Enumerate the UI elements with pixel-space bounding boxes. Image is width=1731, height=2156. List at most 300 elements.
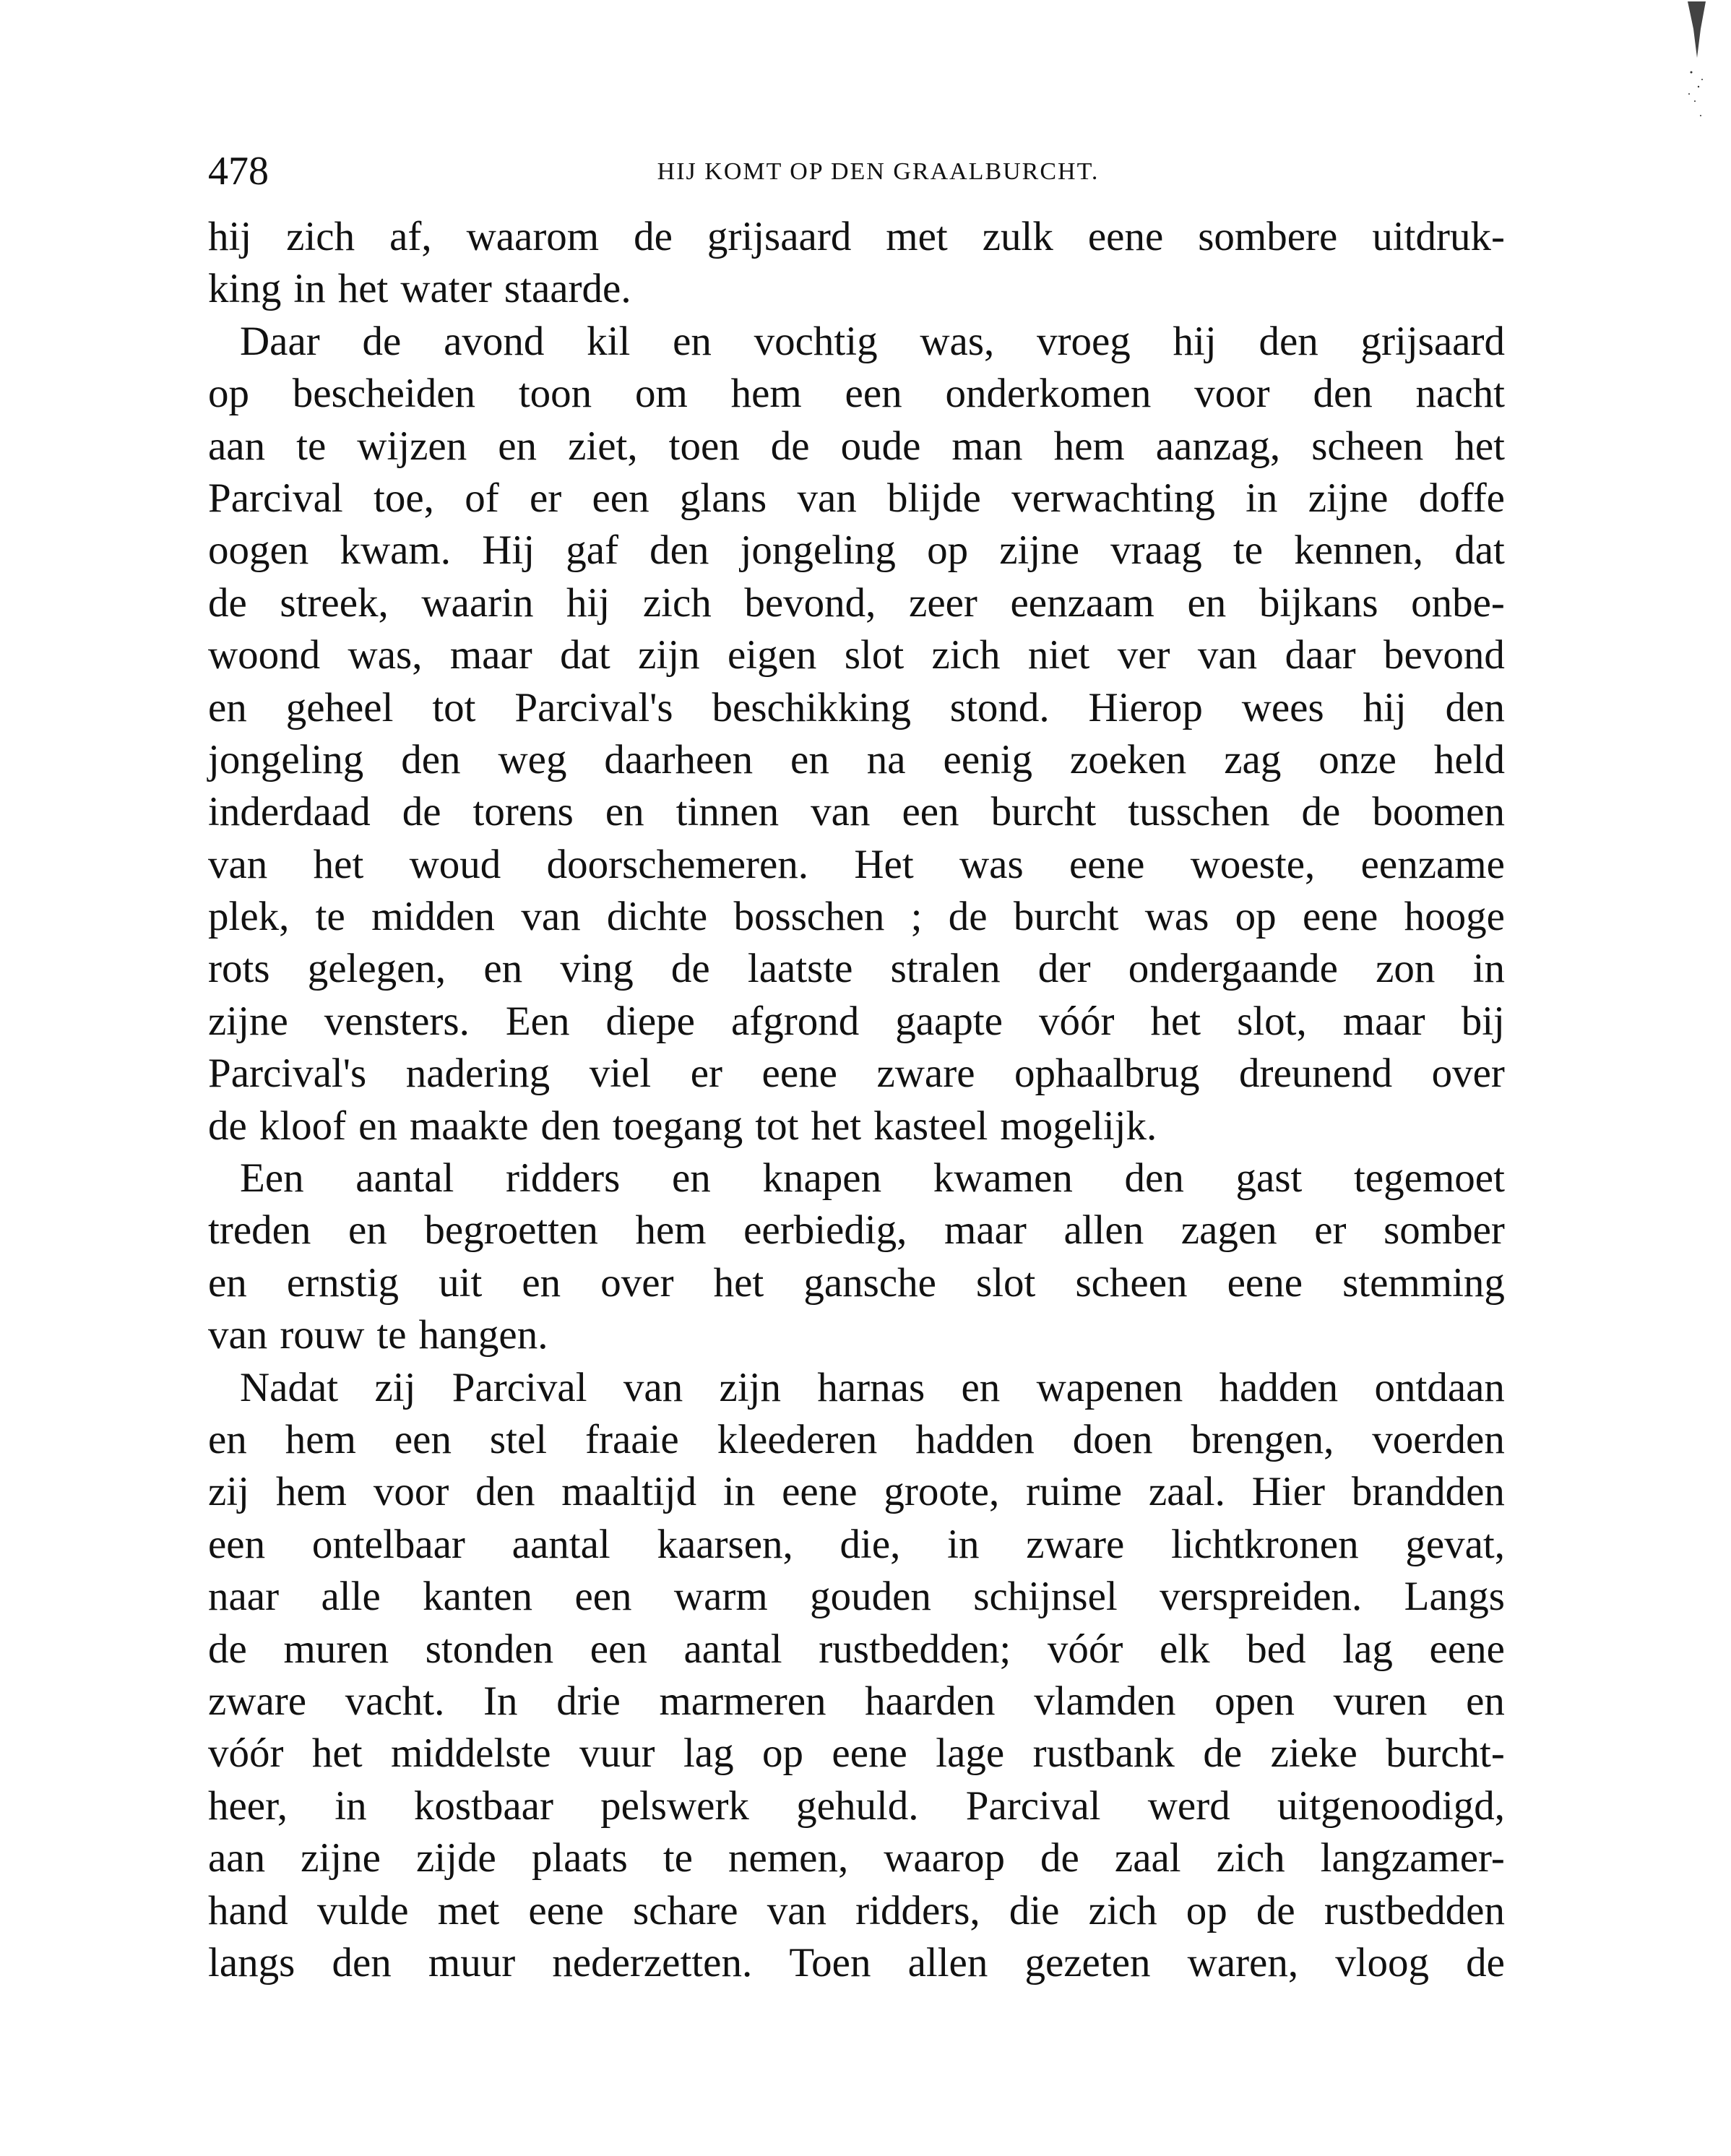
word: eene	[761, 1051, 837, 1097]
word: de	[208, 1103, 247, 1149]
word: uitdruk-	[1372, 214, 1505, 259]
word: en	[673, 318, 712, 364]
word: te	[376, 1312, 407, 1358]
word: toegang	[612, 1103, 743, 1149]
word: wijzen	[357, 423, 467, 469]
word: tot	[432, 684, 476, 730]
word: hij	[1173, 318, 1217, 364]
word: geheel	[285, 684, 394, 730]
text-line	[208, 1204, 1505, 1256]
word: pelswerk	[600, 1782, 749, 1829]
word: zijne	[208, 998, 288, 1044]
word: maar	[1342, 998, 1425, 1044]
text-line	[208, 368, 1505, 420]
word: was	[959, 841, 1024, 887]
word: harnas	[817, 1364, 925, 1410]
word: eenig	[943, 736, 1032, 782]
word: plek,	[208, 894, 290, 940]
word: op	[762, 1730, 803, 1777]
word: en	[1466, 1678, 1505, 1724]
text-line	[208, 786, 1505, 838]
word: was,	[920, 318, 995, 364]
word: het	[811, 1103, 862, 1149]
word: zich	[931, 632, 1001, 678]
text-line	[208, 1676, 1505, 1728]
word: gevat,	[1405, 1521, 1505, 1567]
word: somber	[1383, 1207, 1505, 1254]
word: vochtig	[754, 318, 878, 364]
word: Langs	[1404, 1574, 1505, 1620]
word: voor	[1194, 371, 1270, 417]
word: werd	[1147, 1782, 1230, 1829]
word: over	[1431, 1051, 1505, 1097]
word: hooge	[1404, 894, 1505, 940]
word: over	[600, 1259, 674, 1306]
word: waarin	[421, 579, 534, 626]
word: Nadat	[240, 1364, 339, 1410]
word: de	[1466, 1939, 1505, 1985]
word: hem	[635, 1207, 707, 1254]
word: aantal	[683, 1626, 782, 1672]
word: Toen	[789, 1939, 871, 1985]
word: de	[670, 946, 710, 992]
word: een	[592, 475, 649, 521]
word: eigen	[728, 632, 817, 678]
word: maakte	[409, 1103, 529, 1149]
word: zij	[374, 1364, 416, 1410]
word: nadering	[405, 1051, 551, 1097]
word: lag	[1342, 1626, 1393, 1672]
word: Hierop	[1088, 684, 1203, 730]
word: den	[540, 1103, 600, 1149]
word: en	[358, 1103, 397, 1149]
word: de	[1203, 1730, 1243, 1777]
word: de	[208, 579, 247, 626]
word: die,	[839, 1521, 901, 1567]
word: in	[722, 1469, 756, 1515]
word: en	[348, 1207, 387, 1254]
word: stralen	[890, 946, 1001, 992]
text-line	[208, 263, 1505, 315]
word: rouw	[280, 1312, 365, 1358]
word: kasteel	[873, 1103, 988, 1149]
text-line	[208, 682, 1505, 734]
word: burcht	[1013, 894, 1119, 940]
word: scheen	[1075, 1259, 1188, 1306]
text-line	[208, 1624, 1505, 1676]
word: daarheen	[604, 736, 754, 782]
word: avond	[444, 318, 545, 364]
page-number: 478	[208, 149, 269, 194]
word: in	[1246, 475, 1278, 521]
word: hij	[566, 579, 610, 626]
text-line	[208, 1832, 1505, 1884]
word: vroeg	[1037, 318, 1131, 364]
word: slot	[976, 1259, 1036, 1306]
word: zoeken	[1069, 736, 1187, 782]
word: open	[1214, 1678, 1295, 1724]
word: maaltijd	[561, 1469, 697, 1515]
word: doorschemeren.	[546, 841, 809, 887]
word: groote,	[884, 1469, 1000, 1515]
word: verspreiden.	[1160, 1574, 1363, 1620]
word: gansche	[803, 1259, 936, 1306]
word: zijn	[638, 632, 700, 678]
word: Een	[240, 1155, 304, 1202]
word: gaf	[566, 527, 618, 574]
word: op	[1186, 1887, 1227, 1933]
word: na	[866, 736, 906, 782]
word: was,	[348, 632, 423, 678]
word: streek,	[280, 579, 389, 626]
word: grijsaard	[707, 214, 852, 259]
word: elk	[1159, 1626, 1210, 1672]
word: stond.	[949, 684, 1050, 730]
word: de	[948, 894, 988, 940]
text-line	[208, 525, 1505, 577]
word: mogelijk.	[1000, 1103, 1157, 1149]
word: de	[402, 789, 441, 835]
word: aantal	[355, 1155, 454, 1202]
word: staarde.	[504, 266, 631, 312]
word: alle	[321, 1574, 381, 1620]
word: aan	[208, 423, 266, 469]
word: zij	[208, 1469, 249, 1515]
word: zich	[642, 579, 712, 626]
word: doffe	[1418, 475, 1505, 521]
word: held	[1433, 736, 1505, 782]
word: zware	[208, 1678, 307, 1724]
word: toen	[668, 423, 740, 469]
word: nacht	[1415, 371, 1505, 417]
word: de	[770, 423, 810, 469]
word: zieke	[1270, 1730, 1357, 1777]
word: jongeling	[740, 527, 896, 574]
word: daar	[1285, 632, 1356, 678]
word: van	[208, 841, 268, 887]
word: die	[1009, 1887, 1060, 1933]
word: wapenen	[1036, 1364, 1183, 1410]
word: onbe-	[1411, 579, 1505, 626]
word: ving	[560, 946, 634, 992]
word: plaats	[531, 1835, 628, 1881]
word: op	[1235, 894, 1277, 940]
word: het	[313, 841, 364, 887]
word: hij	[1363, 684, 1407, 730]
word: kwamen	[933, 1155, 1073, 1202]
text-line	[208, 1257, 1505, 1309]
word: het	[337, 266, 389, 312]
word: stemming	[1342, 1259, 1505, 1306]
word: de	[208, 1626, 247, 1672]
word: schijnsel	[973, 1574, 1118, 1620]
word: maar	[449, 632, 532, 678]
word: aan	[208, 1835, 266, 1881]
scan-margin-artifact	[1673, 0, 1717, 145]
word: vensters.	[324, 998, 470, 1044]
word: het	[1150, 998, 1201, 1044]
word: den	[332, 1939, 392, 1985]
word: of	[465, 475, 499, 521]
word: muur	[428, 1939, 516, 1985]
word: allen	[907, 1939, 988, 1985]
word: eene	[782, 1469, 858, 1515]
word: bevond,	[744, 579, 876, 626]
word: en	[208, 684, 247, 730]
word: af,	[389, 214, 432, 259]
word: kaarsen,	[657, 1521, 793, 1567]
word: vraag	[1110, 527, 1202, 574]
word: een	[574, 1574, 632, 1620]
word: woeste,	[1190, 841, 1316, 887]
text-line	[208, 891, 1505, 943]
word: ophaalbrug	[1014, 1051, 1200, 1097]
word: ver	[1117, 632, 1170, 678]
word: hangen.	[418, 1312, 548, 1358]
word: weg	[498, 736, 567, 782]
word: hem	[285, 1416, 356, 1462]
word: dichte	[606, 894, 708, 940]
text-line	[208, 996, 1505, 1048]
word: een	[845, 371, 902, 417]
word: blijde	[887, 475, 981, 521]
word: gelegen,	[307, 946, 446, 992]
text-line	[208, 1466, 1505, 1518]
word: haarden	[865, 1678, 996, 1724]
word: burcht-	[1386, 1730, 1505, 1777]
word: eene	[528, 1887, 604, 1933]
word: Parcival	[965, 1782, 1101, 1829]
word: lag	[683, 1730, 734, 1777]
word: knapen	[762, 1155, 882, 1202]
word: en	[790, 736, 829, 782]
word: verwachting	[1011, 475, 1215, 521]
word: ontdaan	[1374, 1364, 1505, 1410]
word: bed	[1246, 1626, 1306, 1672]
word: oogen	[208, 527, 309, 574]
body-text	[208, 211, 1505, 1989]
word: zeer	[909, 579, 977, 626]
word: vacht.	[345, 1678, 445, 1724]
word: zware	[1026, 1521, 1125, 1567]
word: hem	[1053, 423, 1125, 469]
page-header	[208, 148, 1505, 199]
word: de	[1040, 1835, 1079, 1881]
word: eene	[1429, 1626, 1505, 1672]
word: de	[1301, 789, 1341, 835]
word: Het	[854, 841, 914, 887]
word: ;	[910, 894, 923, 940]
word: en	[208, 1416, 247, 1462]
word: rots	[208, 946, 270, 992]
word: kil	[587, 318, 631, 364]
word: nederzetten.	[552, 1939, 753, 1985]
word: gehuld.	[796, 1782, 919, 1829]
word: wees	[1241, 684, 1324, 730]
word: den	[1124, 1155, 1184, 1202]
word: gaapte	[895, 998, 1003, 1044]
word: fraaie	[585, 1416, 679, 1462]
word: vloog	[1335, 1939, 1430, 1985]
word: den	[475, 1469, 535, 1515]
text-line	[208, 421, 1505, 473]
word: waarom	[466, 214, 600, 259]
word: den	[1445, 684, 1505, 730]
word: van	[623, 1364, 683, 1410]
word: hij	[208, 214, 252, 259]
word: vóór	[208, 1730, 284, 1777]
word: Een	[505, 998, 570, 1044]
word: inderdaad	[208, 789, 371, 835]
word: kwam.	[340, 527, 452, 574]
word: zag	[1224, 736, 1282, 782]
word: Hij	[482, 527, 535, 574]
word: nemen,	[728, 1835, 849, 1881]
word: Hier	[1251, 1469, 1325, 1515]
word: water	[400, 266, 492, 312]
text-line	[208, 1885, 1505, 1937]
word: afgrond	[730, 998, 860, 1044]
word: er	[690, 1051, 722, 1097]
word: Parcival's	[208, 1051, 367, 1097]
word: in	[334, 1782, 367, 1829]
word: van	[767, 1887, 826, 1933]
word: gezeten	[1024, 1939, 1151, 1985]
text-line	[208, 577, 1505, 629]
word: den	[649, 527, 709, 574]
word: woud	[409, 841, 501, 887]
word: hand	[208, 1887, 288, 1933]
word: met	[886, 214, 948, 259]
word: drie	[556, 1678, 621, 1724]
word: beschikking	[712, 684, 911, 730]
word: bij	[1461, 998, 1505, 1044]
word: brandden	[1351, 1469, 1505, 1515]
word: tusschen	[1128, 789, 1270, 835]
word: voor	[373, 1469, 449, 1515]
text-line	[208, 1571, 1505, 1623]
word: zaal	[1114, 1835, 1181, 1881]
word: kloof	[259, 1103, 347, 1149]
word: en	[522, 1259, 561, 1306]
word: marmeren	[659, 1678, 826, 1724]
text-line	[208, 1309, 1505, 1361]
word: slot	[844, 632, 905, 678]
word: bevond	[1383, 632, 1505, 678]
word: middelste	[390, 1730, 551, 1777]
word: dreunend	[1239, 1051, 1393, 1097]
word: aanzag,	[1155, 423, 1281, 469]
word: Parcival	[208, 475, 343, 521]
word: doen	[1072, 1416, 1153, 1462]
word: te	[662, 1835, 693, 1881]
word: den	[1259, 318, 1318, 364]
word: en	[961, 1364, 1001, 1410]
word: ondergaande	[1128, 946, 1338, 992]
word: om	[634, 371, 688, 417]
word: van	[208, 1312, 268, 1358]
word: eenzame	[1360, 841, 1505, 887]
word: ridders	[506, 1155, 621, 1202]
word: in	[293, 266, 326, 312]
word: oude	[840, 423, 921, 469]
word: stonden	[425, 1626, 554, 1672]
word: te	[315, 894, 345, 940]
word: In	[483, 1678, 518, 1724]
word: tot	[755, 1103, 799, 1149]
word: grijsaard	[1360, 318, 1505, 364]
word: bijkans	[1259, 579, 1378, 626]
text-line	[208, 629, 1505, 681]
word: burcht	[990, 789, 1097, 835]
word: zijde	[415, 1835, 496, 1881]
word: in	[1472, 946, 1505, 992]
word: er	[529, 475, 562, 521]
word: toon	[518, 371, 592, 417]
word: onderkomen	[945, 371, 1152, 417]
word: met	[437, 1887, 500, 1933]
word: het	[311, 1730, 363, 1777]
word: zich	[286, 214, 355, 259]
word: boomen	[1372, 789, 1505, 835]
text-line	[208, 211, 1505, 263]
word: kleederen	[717, 1416, 878, 1462]
word: op	[208, 371, 249, 417]
word: eene	[1069, 841, 1145, 887]
text-line	[208, 1048, 1505, 1100]
word: en	[483, 946, 523, 992]
word: een	[902, 789, 959, 835]
word: en	[672, 1155, 711, 1202]
word: langs	[208, 1939, 295, 1985]
word: dat	[560, 632, 610, 678]
word: uit	[439, 1259, 483, 1306]
word: en	[208, 1259, 247, 1306]
word: eene	[1087, 214, 1164, 259]
word: van	[521, 894, 581, 940]
word: den	[401, 736, 461, 782]
word: bescheiden	[292, 371, 476, 417]
running-title: HIJ KOMT OP DEN GRAALBURCHT.	[657, 158, 1100, 185]
word: voerden	[1372, 1416, 1505, 1462]
word: kanten	[423, 1574, 533, 1620]
word: rustbedden;	[819, 1626, 1011, 1672]
word: stel	[489, 1416, 548, 1462]
word: op	[927, 527, 969, 574]
word: vlamden	[1034, 1678, 1176, 1724]
word: van	[1197, 632, 1258, 678]
word: onze	[1318, 736, 1397, 782]
word: brengen,	[1191, 1416, 1334, 1462]
word: uitgenoodigd,	[1277, 1782, 1505, 1829]
word: ernstig	[286, 1259, 400, 1306]
word: man	[951, 423, 1023, 469]
word: waarop	[884, 1835, 1005, 1881]
text-line	[208, 1937, 1505, 1989]
word: vóór	[1038, 998, 1115, 1044]
word: warm	[673, 1574, 768, 1620]
word: king	[208, 266, 282, 312]
text-line	[208, 1362, 1505, 1414]
word: treden	[208, 1207, 311, 1254]
word: den	[1313, 371, 1373, 417]
word: rustbedden	[1324, 1887, 1505, 1933]
text-line	[208, 839, 1505, 891]
word: diepe	[605, 998, 695, 1044]
word: naar	[208, 1574, 280, 1620]
word: vuur	[579, 1730, 655, 1777]
word: toe,	[374, 475, 434, 521]
